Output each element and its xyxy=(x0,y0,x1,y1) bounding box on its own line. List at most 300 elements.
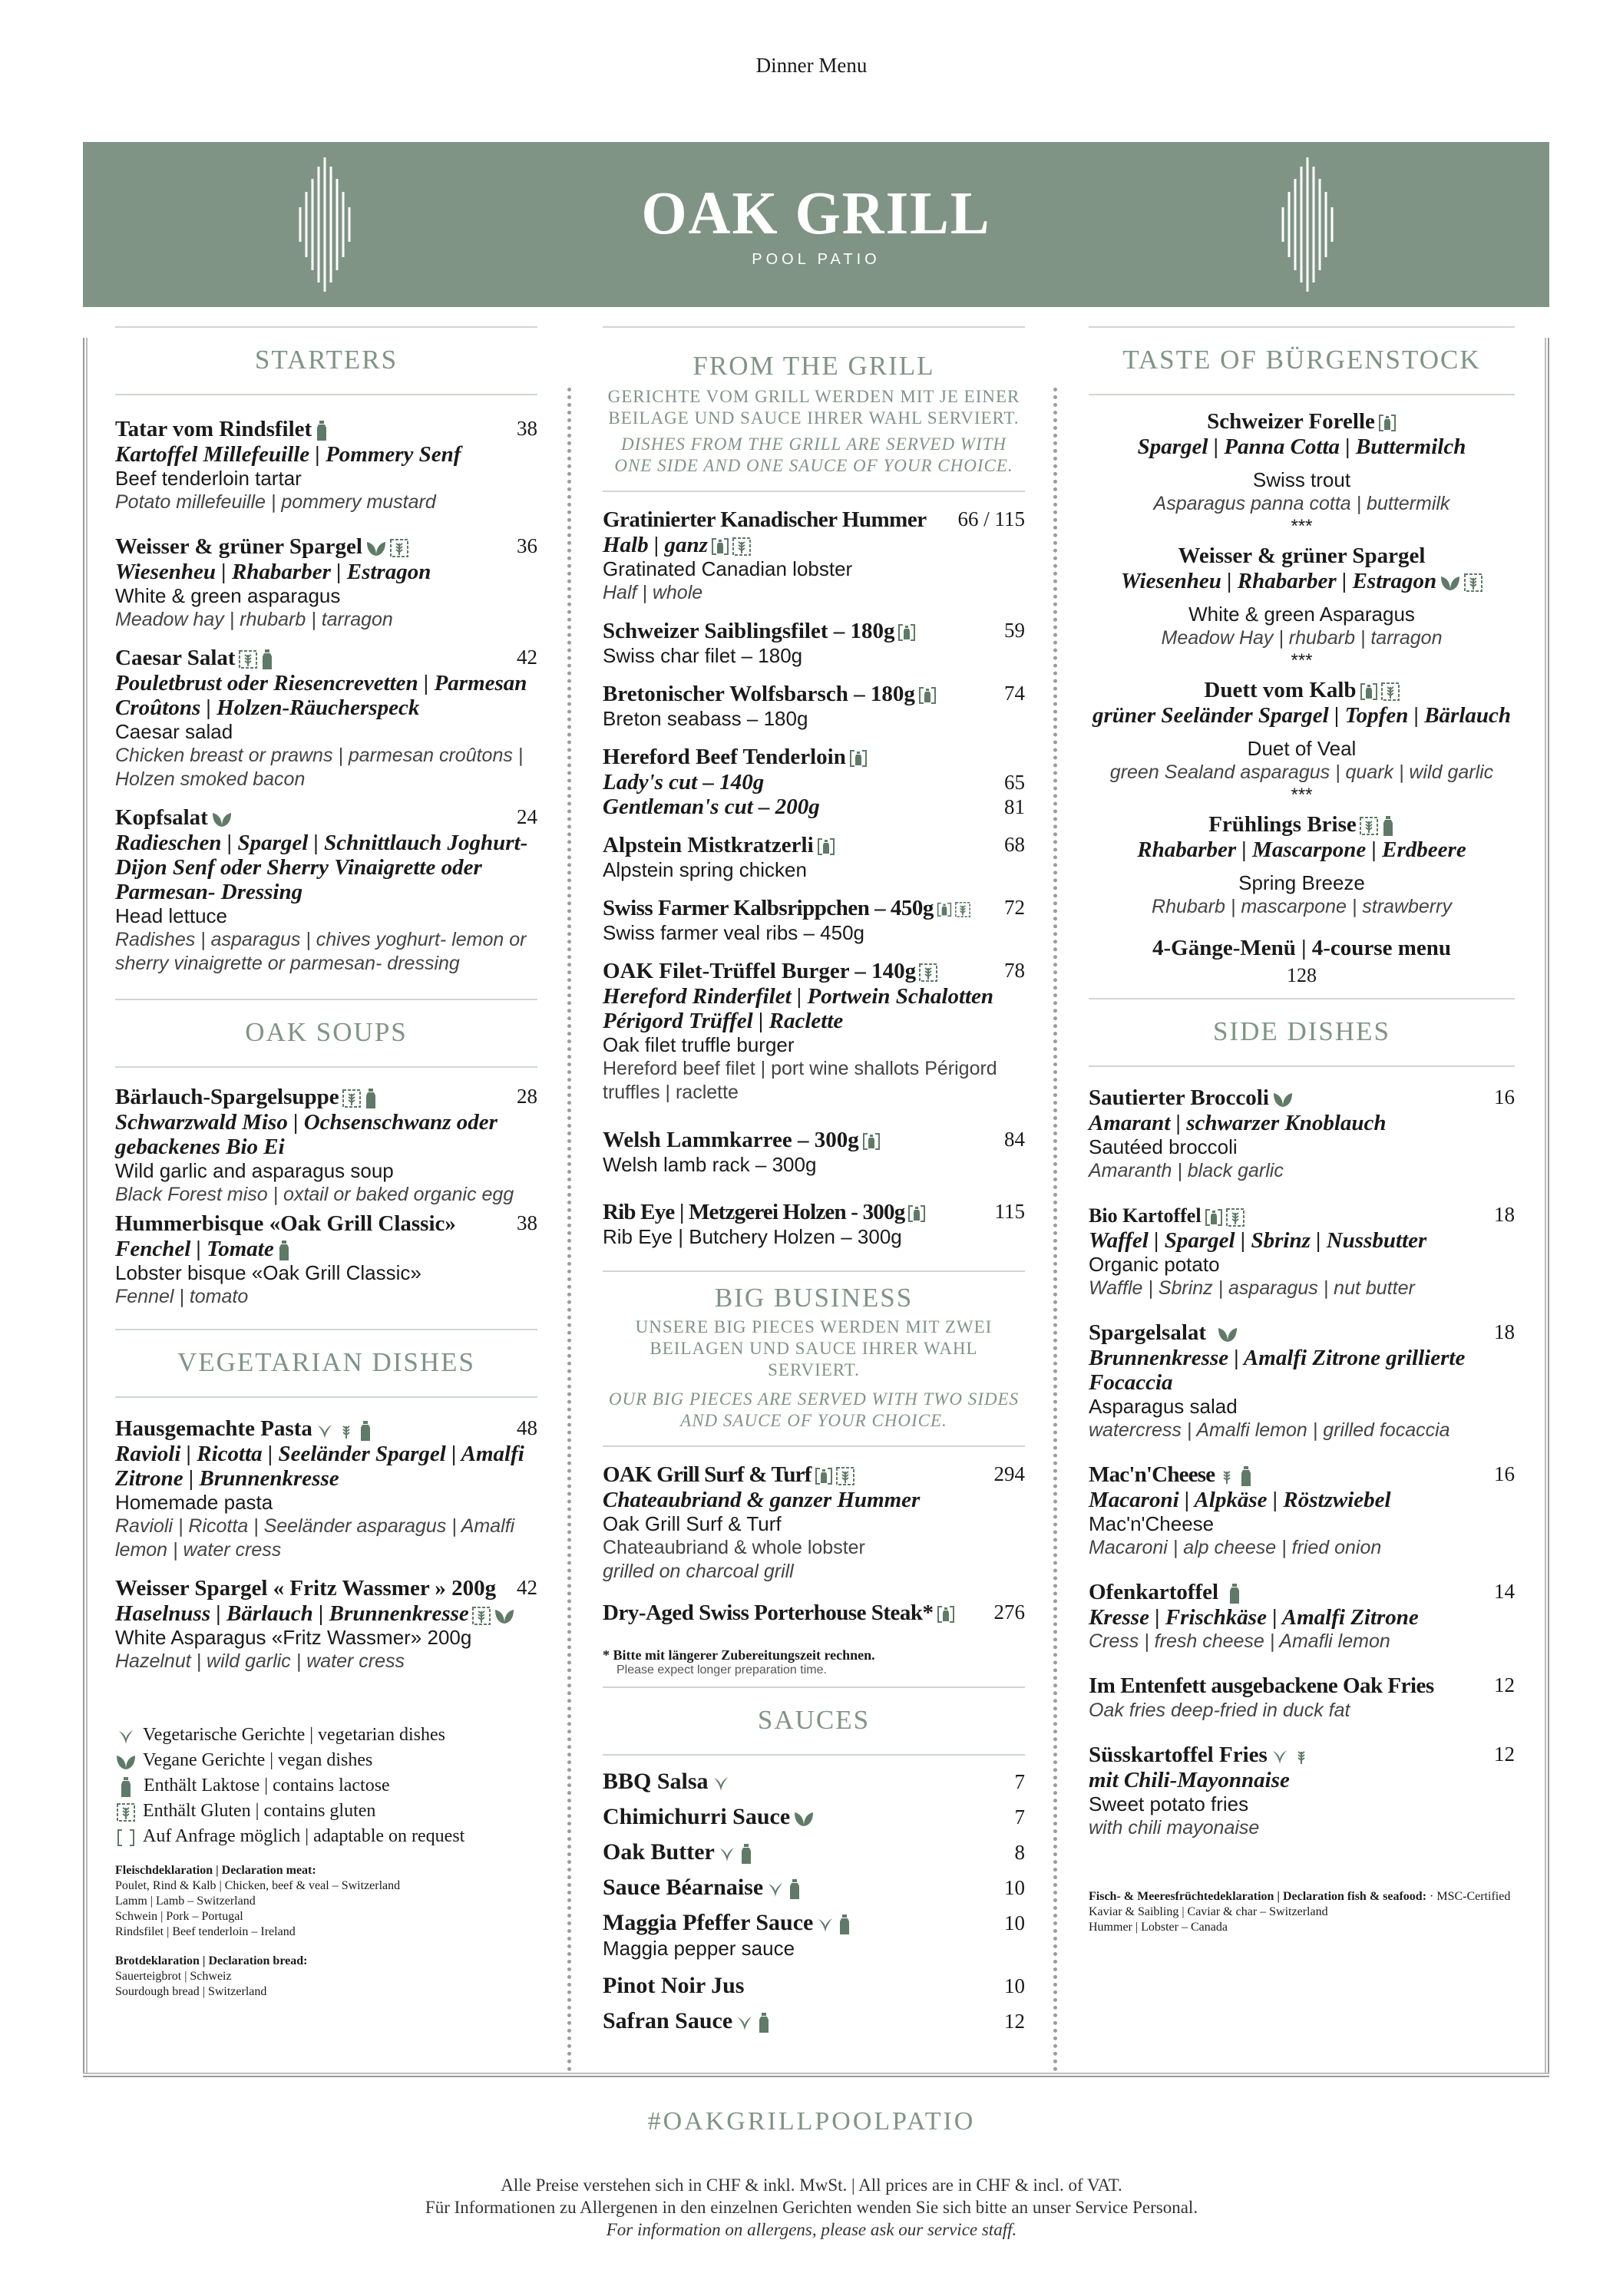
item-desc-en: Black Forest miso | oxtail or baked organic egg xyxy=(115,1184,514,1205)
vegetarian-icon xyxy=(712,1774,730,1792)
item-name-de: Schweizer Saiblingsfilet – 180g xyxy=(603,619,895,643)
item-desc-de: Schwarzwald Miso | Ochsenschwanz oder gebackenes Bio Ei xyxy=(115,1110,497,1159)
item-name-de: Frühlings Brise xyxy=(1208,812,1357,837)
item-name-en: Homemade pasta xyxy=(115,1491,273,1515)
vegan-icon xyxy=(1272,1090,1294,1108)
item-name-en: Gratinated Canadian lobster xyxy=(603,557,853,580)
taste-title: TASTE OF BÜRGENSTOCK xyxy=(1089,326,1515,395)
item-name-de: Tatar vom Rindsfilet xyxy=(115,417,312,441)
declaration-line: Kaviar & Saibling | Caviar & char – Switzerland xyxy=(1089,1905,1328,1918)
item-price: 48 xyxy=(517,1416,537,1440)
left-column xyxy=(115,326,537,2000)
legend-label: Enthält Laktose | contains lactose xyxy=(144,1776,390,1796)
item-price: 74 xyxy=(1004,682,1025,705)
lactose-icon xyxy=(907,1204,926,1223)
vegan-icon xyxy=(1440,573,1461,592)
declaration-line: Lamm | Lamb – Switzerland xyxy=(115,1895,256,1908)
item-desc-de: Radieschen | Spargel | Schnittlauch Joghurt- Dijon Senf oder Sherry Vinaigrette oder Parmesan- Dressing xyxy=(115,831,528,904)
item-price: 18 xyxy=(1494,1203,1515,1226)
sauce-item xyxy=(603,1838,1025,1866)
course-menu-label: 4-Gänge-Menü | 4-course menu xyxy=(1152,936,1451,960)
item-name-de: Schweizer Forelle xyxy=(1207,409,1375,434)
menu-item xyxy=(603,959,1025,1105)
vegetarian-icon xyxy=(316,1422,334,1440)
fish-declaration xyxy=(1089,1889,1515,1935)
item-name-en: Caesar salad xyxy=(115,720,233,743)
item-desc-en: Potato millefeuille | pommery mustard xyxy=(115,491,436,513)
menu-item xyxy=(1089,1743,1515,1840)
menu-item xyxy=(603,1601,1025,1626)
header-banner xyxy=(83,142,1549,307)
item-name-en: Head lettuce xyxy=(115,904,227,927)
lactose-icon xyxy=(788,1878,802,1900)
gluten-icon xyxy=(117,1803,135,1822)
item-price: 42 xyxy=(517,646,537,669)
item-name-de: Dry-Aged Swiss Porterhouse Steak* xyxy=(603,1601,934,1625)
gluten-icon xyxy=(732,537,751,556)
vegetarian-icon xyxy=(1271,1747,1289,1766)
menu-item xyxy=(115,1576,537,1673)
declaration-line: Schwein | Pork – Portugal xyxy=(115,1910,243,1924)
item-desc-de: Hereford Rinderfilet | Portwein Schalotten Périgord Trüffel | Raclette xyxy=(603,984,994,1033)
vegetarian-title: VEGETARIAN DISHES xyxy=(115,1329,537,1398)
item-desc-de: grüner Seeländer Spargel | Topfen | Bärlauch xyxy=(1092,703,1512,728)
item-desc-en: Cress | fresh cheese | Amafli lemon xyxy=(1089,1630,1390,1652)
item-desc-de: Waffel | Spargel | Sbrinz | Nussbutter xyxy=(1089,1228,1427,1253)
declaration-suffix: · MSC-Certified xyxy=(1426,1890,1511,1903)
lactose-icon xyxy=(277,1240,291,1261)
menu-item xyxy=(603,745,1025,819)
lactose-icon xyxy=(359,1420,372,1442)
menu-item xyxy=(1089,543,1515,672)
sauce-item xyxy=(603,1972,1025,2000)
item-price: 18 xyxy=(1494,1320,1515,1343)
item-price: 12 xyxy=(1494,1743,1515,1766)
item-name-de: Bretonischer Wolfsbarsch – 180g xyxy=(603,682,915,706)
item-name-en: Swiss farmer veal ribs – 450g xyxy=(603,921,865,944)
menu-item xyxy=(1089,1673,1515,1723)
item-name-en: Oak Grill Surf & Turf xyxy=(603,1512,782,1535)
item-desc-en: Chicken breast or prawns | parmesan croûtons | Holzen smoked bacon xyxy=(115,745,524,790)
menu-item xyxy=(1089,678,1515,806)
item-name-en: Breton seabass – 180g xyxy=(603,707,808,730)
menu-item xyxy=(603,833,1025,882)
item-name-en: Organic potato xyxy=(1089,1253,1220,1276)
item-name-de: Welsh Lammkarree – 300g xyxy=(603,1128,859,1152)
lactose-icon xyxy=(838,1914,851,1935)
item-price: 16 xyxy=(1494,1462,1515,1485)
footer-line: For information on allergens, please ask our service staff. xyxy=(606,2220,1017,2239)
item-name-de: Weisser & grüner Spargel xyxy=(115,534,362,559)
sides-title: SIDE DISHES xyxy=(1089,998,1515,1067)
vegan-icon xyxy=(793,1809,815,1828)
item-name-de: Spargelsalat xyxy=(1089,1320,1207,1345)
lactose-icon xyxy=(817,837,835,856)
lactose-icon xyxy=(918,686,937,705)
gluten-icon xyxy=(239,650,257,669)
soups-title: OAK SOUPS xyxy=(115,999,537,1068)
item-name-de: Hummerbisque «Oak Grill Classic» xyxy=(115,1211,456,1236)
item-desc-de: Kresse | Frischkäse | Amalfi Zitrone xyxy=(1089,1605,1419,1630)
lactose-icon xyxy=(739,1843,753,1865)
menu-item xyxy=(603,1462,1025,1584)
footer-line: Für Informationen zu Allergenen in den einzelnen Gerichten wenden Sie sich bitte an unser Service Personal. xyxy=(425,2198,1198,2217)
vegan-icon xyxy=(365,539,387,557)
course-menu xyxy=(1089,936,1515,987)
sauce-price: 8 xyxy=(1014,1841,1025,1864)
item-price: 36 xyxy=(517,534,537,557)
frame-bottom xyxy=(83,2073,1549,2077)
item-desc-en: Fennel | tomato xyxy=(115,1286,249,1308)
footnote: * Bitte mit längerer Zubereitungszeit rechnen. Please expect longer preparation time. xyxy=(603,1647,1025,1677)
item-desc-de: Ravioli | Ricotta | Seeländer Spargel | Amalfi Zitrone | Brunnenkresse xyxy=(115,1442,524,1492)
grill-title: FROM THE GRILL xyxy=(603,326,1025,386)
item-desc-de: Chateaubriand & ganzer Hummer xyxy=(603,1488,921,1512)
item-desc-de: mit Chili-Mayonnaise xyxy=(1089,1768,1290,1792)
item-name-de: Weisser & grüner Spargel xyxy=(1178,543,1426,568)
wheat-icon xyxy=(1218,1467,1236,1485)
separator: *** xyxy=(1291,650,1313,671)
item-desc-en: Amaranth | black garlic xyxy=(1089,1160,1284,1181)
item-name-en: Mac'n'Cheese xyxy=(1089,1512,1215,1535)
lactose-icon xyxy=(1239,1465,1253,1487)
item-desc-en: Waffle | Sbrinz | asparagus | nut butter xyxy=(1089,1277,1415,1299)
item-name-de: Gratinierter Kanadischer Hummer xyxy=(603,507,927,532)
item-name-en: Beef tenderloin tartar xyxy=(115,467,302,490)
menu-item xyxy=(115,417,537,514)
menu-item xyxy=(603,619,1025,668)
sauce-item xyxy=(603,1803,1025,1831)
item-price: 14 xyxy=(1494,1580,1515,1603)
lactose-icon xyxy=(119,1776,133,1798)
menu-item xyxy=(115,646,537,791)
item-name-en: Sautéed broccoli xyxy=(1089,1135,1238,1158)
item-price: 78 xyxy=(1004,959,1025,982)
menu-item xyxy=(603,1200,1025,1249)
menu-item xyxy=(115,1416,537,1562)
item-desc-en: Ravioli | Ricotta | Seeländer asparagus | Amalfi lemon | water cress xyxy=(115,1515,515,1561)
footnote-en: Please expect longer preparation time. xyxy=(616,1663,827,1677)
gluten-icon xyxy=(836,1467,854,1485)
item-name-de: Süsskartoffel Fries xyxy=(1089,1743,1268,1767)
sauce-name: Safran Sauce xyxy=(603,2008,733,2033)
menu-item xyxy=(115,534,537,632)
item-price: 16 xyxy=(1494,1085,1515,1108)
ornament-right-icon xyxy=(1273,157,1342,292)
item-price: 42 xyxy=(517,1576,537,1600)
menu-item xyxy=(115,805,537,976)
vegetarian-icon xyxy=(766,1880,785,1898)
footer-line: Alle Preise verstehen sich in CHF & inkl. MwSt. | All prices are in CHF & incl. of VAT. xyxy=(501,2175,1122,2195)
item-price: 38 xyxy=(517,1211,537,1234)
vegetarian-icon xyxy=(735,2014,754,2032)
menu-item xyxy=(1089,1320,1515,1442)
menu-item xyxy=(603,507,1025,605)
item-name-en: Asparagus salad xyxy=(1089,1395,1238,1418)
item-name-de: Bio Kartoffel xyxy=(1089,1204,1202,1227)
item-name-en: Rib Eye | Butchery Holzen – 300g xyxy=(603,1225,902,1248)
document-title: Dinner Menu xyxy=(755,54,868,77)
item-desc-en: Hazelnut | wild garlic | water cress xyxy=(115,1650,405,1673)
lactose-icon xyxy=(260,649,274,670)
item-desc-de: Spargel | Panna Cotta | Buttermilch xyxy=(1137,434,1466,459)
menu-item xyxy=(1089,1580,1515,1653)
declaration-line: Sourdough bread | Switzerland xyxy=(115,1985,267,1999)
menu-item xyxy=(115,1085,537,1207)
sauce-price: 10 xyxy=(1004,1974,1025,1997)
menu-item xyxy=(1089,409,1515,537)
gluten-icon xyxy=(919,963,937,982)
item-desc-de: Haselnuss | Bärlauch | Brunnenkresse xyxy=(115,1601,469,1627)
item-name-en: Oak filet truffle burger xyxy=(603,1033,795,1056)
vegetarian-icon xyxy=(117,1727,135,1746)
item-desc-en: green Sealand asparagus | quark | wild garlic xyxy=(1109,761,1494,783)
gluten-icon xyxy=(955,901,970,918)
gluten-icon xyxy=(1464,573,1483,592)
item-name-de: OAK Filet-Trüffel Burger – 140g xyxy=(603,959,917,983)
declaration-line: Rindsfilet | Beef tenderloin – Ireland xyxy=(115,1925,296,1939)
item-desc-de: Macaroni | Alpkäse | Röstzwiebel xyxy=(1089,1488,1391,1512)
item-price: 59 xyxy=(1004,619,1025,642)
frame-right xyxy=(1545,338,1549,2074)
lactose-icon xyxy=(1205,1208,1223,1227)
sauce-price: 10 xyxy=(1004,1911,1025,1934)
declaration-title: Fisch- & Meeresfrüchtedeklaration | Declaration fish & seafood: xyxy=(1089,1890,1427,1903)
item-name-en: Wild garlic and asparagus soup xyxy=(115,1159,394,1182)
item-name-en: Swiss trout xyxy=(1252,468,1351,491)
item-price: 294 xyxy=(993,1462,1025,1485)
sauce-price: 7 xyxy=(1014,1805,1025,1829)
legend-label: Vegetarische Gerichte | vegetarian dishes xyxy=(143,1725,445,1746)
course-menu-price: 128 xyxy=(1287,964,1317,986)
item-price: 28 xyxy=(517,1085,537,1108)
separator: *** xyxy=(1291,516,1313,537)
item-desc-en: Rhubarb | mascarpone | strawberry xyxy=(1152,896,1452,917)
item-desc-en: Meadow hay | rhubarb | tarragon xyxy=(115,609,393,630)
sauces-title: SAUCES xyxy=(603,1686,1025,1756)
item-name-en: Lobster bisque «Oak Grill Classic» xyxy=(115,1261,421,1285)
bread-declaration xyxy=(115,1954,537,2000)
grill-note-en: DISHES FROM THE GRILL ARE SERVED WITH ONE SIDE AND ONE SAUCE OF YOUR CHOICE. xyxy=(603,434,1025,492)
sauce-name: Chimichurri Sauce xyxy=(603,1804,791,1829)
item-price: 68 xyxy=(1004,833,1025,856)
sauce-name: Pinot Noir Jus xyxy=(603,1973,745,1998)
item-price: 12 xyxy=(1494,1673,1515,1696)
item-name-de: Kopfsalat xyxy=(115,805,208,830)
declaration-line: Hummer | Lobster – Canada xyxy=(1089,1921,1228,1934)
adaptable-icon xyxy=(117,1829,135,1847)
item-price: 66 / 115 xyxy=(957,507,1025,530)
sauce-name-en: Maggia pepper sauce xyxy=(603,1937,795,1960)
declaration-title: Fleischdeklaration | Declaration meat: xyxy=(115,1864,316,1878)
item-name-de: Im Entenfett ausgebackene Oak Fries xyxy=(1089,1673,1434,1698)
sauce-item xyxy=(603,2007,1025,2035)
sauce-price: 12 xyxy=(1004,2010,1025,2033)
big-business-note-en: OUR BIG PIECES ARE SERVED WITH TWO SIDES AND SAUCE OF YOUR CHOICE. xyxy=(603,1389,1025,1447)
item-desc-en: Hereford beef filet | port wine shallots Périgord truffles | raclette xyxy=(603,1058,997,1103)
item-name-en: Spring Breeze xyxy=(1238,871,1365,894)
item-name-en: Sweet potato fries xyxy=(1089,1792,1249,1815)
right-column xyxy=(1089,326,1515,1935)
menu-item xyxy=(603,896,1025,945)
vegetarian-icon xyxy=(718,1845,736,1863)
item-price: 72 xyxy=(1004,896,1025,919)
footer xyxy=(0,2174,1623,2241)
gluten-icon xyxy=(390,539,408,557)
item-name-de: Hausgemachte Pasta xyxy=(115,1416,312,1442)
middle-column xyxy=(603,326,1025,2035)
column-divider xyxy=(567,388,571,2073)
menu-item xyxy=(603,682,1025,731)
sauce-item xyxy=(603,1874,1025,1901)
item-name-de: Caesar Salat xyxy=(115,646,236,670)
item-price: 81 xyxy=(1004,795,1025,818)
item-desc-de: Halb | ganz xyxy=(603,533,708,557)
footnote-de: Bitte mit längerer Zubereitungszeit rechnen. xyxy=(613,1647,875,1663)
lactose-icon xyxy=(364,1088,378,1109)
item-name-de: Ofenkartoffel xyxy=(1089,1580,1219,1604)
item-name-de: Alpstein Mistkratzerli xyxy=(603,833,814,857)
sauce-name: Maggia Pfeffer Sauce xyxy=(603,1910,814,1935)
sauce-name: Sauce Béarnaise xyxy=(603,1875,764,1900)
big-business-title: BIG BUSINESS xyxy=(603,1270,1025,1316)
item-name-de: Sautierter Broccoli xyxy=(1089,1085,1269,1110)
item-name-en: Welsh lamb rack – 300g xyxy=(603,1153,817,1176)
item-price: 65 xyxy=(1004,771,1025,794)
item-name-de: Mac'n'Cheese xyxy=(1089,1462,1215,1487)
brand-subtitle: POOL PATIO xyxy=(752,251,881,268)
item-desc-en: Radishes | asparagus | chives yoghurt- lemon or sherry vinaigrette or parmesan- dressing xyxy=(115,929,527,974)
item-desc-en: Half | whole xyxy=(603,582,703,603)
menu-item xyxy=(1089,1203,1515,1300)
lactose-icon xyxy=(937,1605,955,1624)
sauces-list xyxy=(603,1768,1025,2035)
item-name-en: White & green asparagus xyxy=(115,584,341,607)
lactose-icon xyxy=(1360,682,1378,701)
gluten-icon xyxy=(472,1607,491,1625)
brand-name: OAK GRILL xyxy=(641,179,991,248)
column-divider xyxy=(1053,388,1057,2073)
wheat-icon xyxy=(1292,1747,1311,1766)
menu-item xyxy=(1089,1085,1515,1183)
vegan-icon xyxy=(211,810,233,828)
item-desc-de: Kartoffel Millefeuille | Pommery Senf xyxy=(115,442,461,467)
gluten-icon xyxy=(1381,682,1400,701)
item-desc-en: watercress | Amalfi lemon | grilled focaccia xyxy=(1089,1419,1450,1441)
cut-label: Lady's cut – 140g xyxy=(603,770,765,795)
item-price: 38 xyxy=(517,417,537,440)
item-desc-de: Amarant | schwarzer Knoblauch xyxy=(1089,1111,1387,1135)
legend-label: Enthält Gluten | contains gluten xyxy=(143,1801,376,1822)
item-desc-en: with chili mayonaise xyxy=(1089,1817,1260,1838)
vegan-icon xyxy=(1217,1325,1238,1343)
sauce-name: BBQ Salsa xyxy=(603,1769,709,1794)
item-desc-en: grilled on charcoal grill xyxy=(603,1561,794,1582)
menu-item xyxy=(1089,1462,1515,1560)
menu-item xyxy=(1089,812,1515,919)
gluten-icon xyxy=(1360,817,1378,835)
item-name-de: OAK Grill Surf & Turf xyxy=(603,1462,812,1487)
lactose-icon xyxy=(757,2012,771,2033)
gluten-icon xyxy=(1226,1208,1245,1227)
menu-item xyxy=(603,1128,1025,1177)
item-desc-en: Meadow Hay | rhubarb | tarragon xyxy=(1161,627,1443,649)
legend xyxy=(115,1723,537,1849)
lactose-icon xyxy=(1228,1583,1241,1604)
cut-label: Gentleman's cut – 200g xyxy=(603,795,820,819)
lactose-icon xyxy=(711,537,729,556)
item-name-en: Duet of Veal xyxy=(1247,737,1357,760)
sauce-price: 10 xyxy=(1004,1876,1025,1899)
lactose-icon xyxy=(897,623,916,642)
lactose-icon xyxy=(1381,815,1395,837)
item-name-en: White & green Asparagus xyxy=(1188,603,1415,626)
item-desc-de: Wiesenheu | Rhabarber | Estragon xyxy=(115,560,431,584)
item-desc-de: Wiesenheu | Rhabarber | Estragon xyxy=(1120,569,1437,593)
menu-item xyxy=(115,1211,537,1309)
item-price: 115 xyxy=(994,1200,1025,1223)
separator: *** xyxy=(1291,785,1313,805)
sauce-item xyxy=(603,1909,1025,1960)
meat-declaration xyxy=(115,1863,537,1940)
item-desc-de: Rhabarber | Mascarpone | Erdbeere xyxy=(1137,837,1466,862)
item-name-de: Swiss Farmer Kalbsrippchen – 450g xyxy=(603,896,934,920)
item-desc-de: Fenchel | Tomate xyxy=(115,1237,274,1261)
declaration-line: Sauerteigbrot | Schweiz xyxy=(115,1970,232,1984)
frame-left xyxy=(83,338,88,2074)
starters-title: STARTERS xyxy=(115,326,537,395)
item-name-de: Hereford Beef Tenderloin xyxy=(603,745,846,769)
item-desc-en: Macaroni | alp cheese | fried onion xyxy=(1089,1537,1382,1558)
item-desc-de: Pouletbrust oder Riesencrevetten | Parmesan Croûtons | Holzen-Räucherspeck xyxy=(115,671,527,720)
big-business-note-de: UNSERE BIG PIECES WERDEN MIT ZWEI BEILAGEN UND SAUCE IHRER WAHL SERVIERT. xyxy=(635,1317,993,1379)
lactose-icon xyxy=(1378,414,1397,432)
item-name-en: Alpstein spring chicken xyxy=(603,858,807,881)
wheat-icon xyxy=(337,1422,355,1440)
grill-note-de: GERICHTE VOM GRILL WERDEN MIT JE EINER BEILAGE UND SAUCE IHRER WAHL SERVIERT. xyxy=(607,387,1020,428)
item-desc-de: Brunnenkresse | Amalfi Zitrone grillierte Focaccia xyxy=(1089,1346,1466,1395)
item-name-de: Bärlauch-Spargelsuppe xyxy=(115,1085,339,1109)
legend-label: Auf Anfrage möglich | adaptable on request xyxy=(143,1826,465,1847)
vegan-icon xyxy=(494,1607,515,1625)
sauce-price: 7 xyxy=(1014,1770,1025,1793)
sauce-item xyxy=(603,1768,1025,1796)
item-name-de: Rib Eye | Metzgerei Holzen - 300g xyxy=(603,1200,905,1224)
item-desc-en: Chateaubriand & whole lobster xyxy=(603,1537,865,1558)
lactose-icon xyxy=(815,1467,833,1485)
hashtag: #OAKGRILLPOOLPATIO xyxy=(647,2107,976,2136)
vegetarian-icon xyxy=(816,1915,835,1934)
item-name-de: Duett vom Kalb xyxy=(1204,678,1357,702)
vegan-icon xyxy=(115,1753,137,1771)
sauce-name: Oak Butter xyxy=(603,1839,715,1865)
gluten-icon xyxy=(342,1089,361,1108)
lactose-icon xyxy=(862,1132,881,1151)
declaration-line: Poulet, Rind & Kalb | Chicken, beef & veal – Switzerland xyxy=(115,1879,401,1893)
legend-label: Vegane Gerichte | vegan dishes xyxy=(143,1750,373,1771)
declaration-title: Brotdeklaration | Declaration bread: xyxy=(115,1954,308,1968)
item-price: 276 xyxy=(993,1601,1025,1624)
item-price: 84 xyxy=(1004,1128,1025,1151)
item-desc-en: Asparagus panna cotta | buttermilk xyxy=(1153,493,1450,514)
item-name-de: Weisser Spargel « Fritz Wassmer » 200g xyxy=(115,1576,497,1601)
item-price: 24 xyxy=(517,805,537,828)
lactose-icon xyxy=(937,901,952,918)
lactose-icon xyxy=(849,749,868,768)
item-desc-en: Oak fries deep-fried in duck fat xyxy=(1089,1700,1350,1721)
lactose-icon xyxy=(315,420,329,441)
item-name-en: Swiss char filet – 180g xyxy=(603,644,803,667)
